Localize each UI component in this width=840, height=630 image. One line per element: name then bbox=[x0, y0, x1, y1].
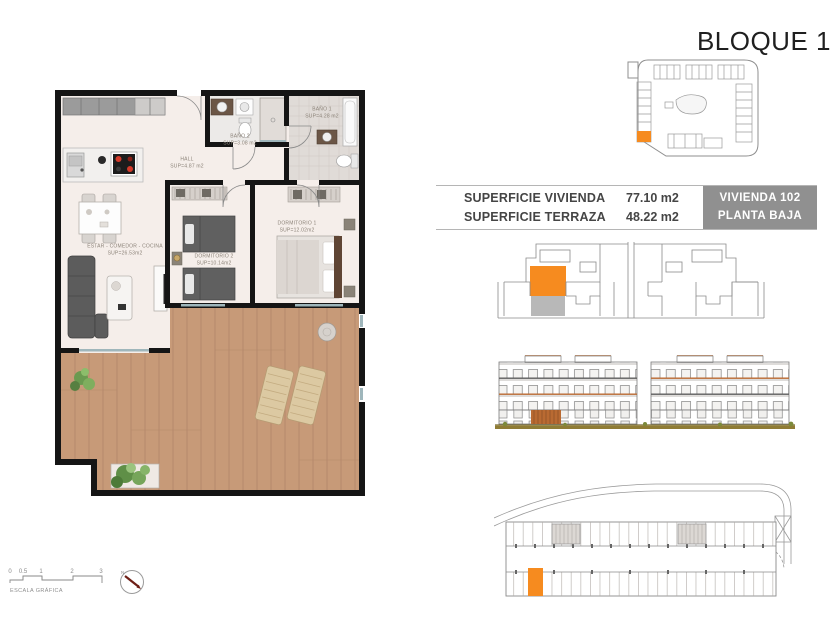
surface-terraza-value: 48.22 m2 bbox=[626, 210, 679, 224]
pot bbox=[98, 156, 106, 164]
garage-plan bbox=[494, 482, 808, 622]
facade-left-building bbox=[499, 355, 637, 424]
keyplan-highlight-terrace bbox=[531, 296, 565, 316]
room-label-bano2: BAÑO 2 SUP=3.08 m2 bbox=[223, 133, 257, 146]
room-label-dormitorio1: DORMITORIO 1 SUP=12.02m2 bbox=[277, 220, 317, 233]
summary-cells bbox=[436, 186, 703, 229]
pouf bbox=[318, 323, 336, 341]
scale-tick: 0.5 bbox=[18, 569, 28, 575]
shower bbox=[260, 98, 286, 142]
site-highlight-unit bbox=[637, 131, 651, 142]
unit-floor: PLANTA BAJA bbox=[717, 209, 803, 222]
room-label-estar: ESTAR - COMEDOR - COCINA SUP=26.53m2 bbox=[87, 243, 163, 256]
table-row bbox=[464, 189, 703, 208]
nightstand bbox=[344, 286, 355, 297]
apartment-floor-plan bbox=[55, 90, 365, 500]
north-label: N bbox=[121, 570, 125, 575]
facade-elevations bbox=[495, 350, 795, 438]
table-row bbox=[464, 208, 703, 227]
nightstand bbox=[344, 219, 355, 230]
room-label-bano1: BAÑO 1 SUP=4.28 m2 bbox=[305, 106, 339, 119]
facade-right-building bbox=[651, 355, 789, 424]
planter bbox=[111, 463, 159, 488]
surface-vivienda-label: SUPERFICIE VIVIENDA bbox=[464, 191, 606, 205]
keyplan-highlight-unit bbox=[530, 266, 566, 296]
garage-highlight-space bbox=[528, 568, 543, 596]
sofa bbox=[68, 256, 95, 338]
room-label-dormitorio2: DORMITORIO 2 SUP=10.14m2 bbox=[194, 253, 234, 266]
toilet bbox=[337, 155, 352, 167]
garage-building bbox=[506, 522, 776, 596]
scale-tick: 0 bbox=[8, 569, 12, 575]
coffee-table bbox=[107, 276, 132, 320]
section-keyplan bbox=[496, 238, 768, 326]
unit-badge bbox=[703, 186, 817, 229]
scale-tick: 3 bbox=[99, 569, 103, 575]
surface-terraza-label: SUPERFICIE TERRAZA bbox=[464, 210, 606, 224]
site-plan bbox=[624, 56, 766, 168]
scale-tick: 1 bbox=[39, 569, 43, 575]
surface-vivienda-value: 77.10 m2 bbox=[626, 191, 679, 205]
scale-tick: 2 bbox=[70, 569, 74, 575]
headboard bbox=[334, 236, 342, 298]
lamp bbox=[174, 255, 180, 261]
room-label-hall: HALL SUP=4.87 m2 bbox=[170, 156, 204, 169]
scale-caption: ESCALA GRÁFICA bbox=[10, 588, 63, 594]
summary-table bbox=[436, 185, 817, 230]
unit-name: VIVIENDA 102 bbox=[719, 191, 801, 204]
scale-bar bbox=[8, 574, 108, 586]
page-title: BLOQUE 1 bbox=[696, 26, 831, 56]
